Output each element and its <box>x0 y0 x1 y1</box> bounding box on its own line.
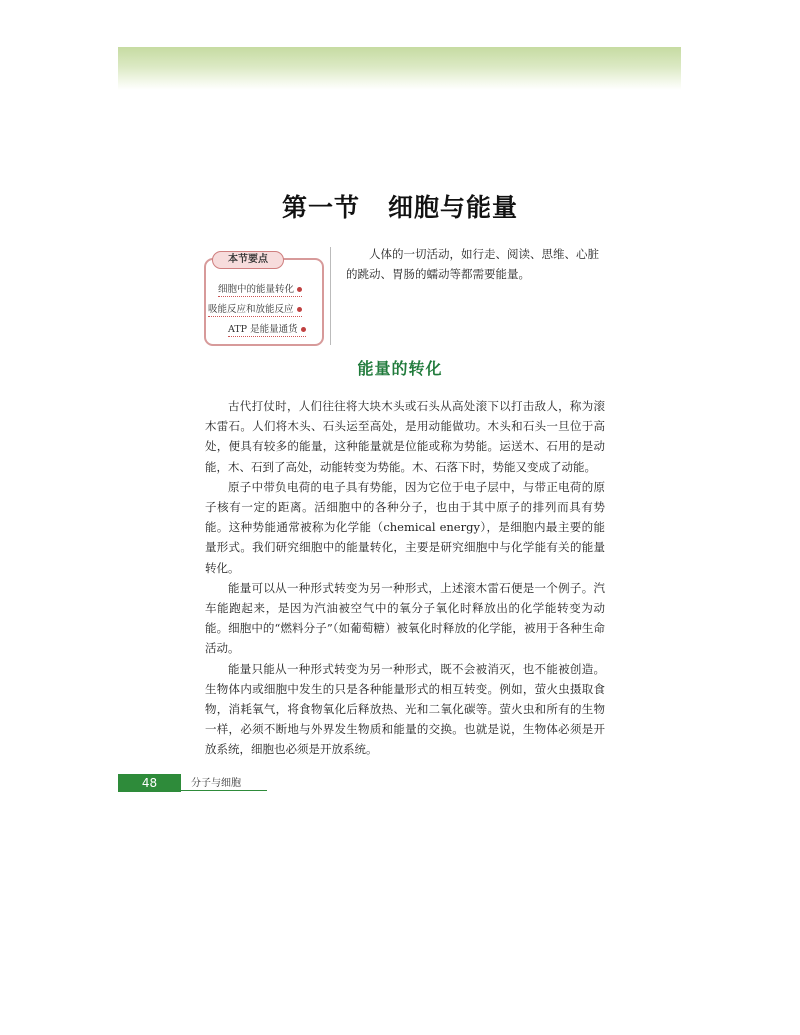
bullet-dot-icon <box>301 327 306 332</box>
paragraph: 能量可以从一种形式转变为另一种形式，上述滚木雷石便是一个例子。汽车能跑起来，是因为汽油被空气中的氧分子氧化时释放出的化学能转变为动能。细胞中的“燃料分子”（如葡萄糖）被氧化时释放的化学能，被用于各种生命活动。 <box>205 580 605 656</box>
header-band <box>118 47 681 90</box>
key-points-label: 本节要点 <box>212 251 284 269</box>
key-point-item: ATP 是能量通货 <box>228 321 306 337</box>
bullet-dot-icon <box>297 287 302 292</box>
intro-text: 人体的一切活动，如行走、阅读、思维、心脏的跳动、胃肠的蠕动等都需要能量。 <box>346 247 599 281</box>
paragraph: 能量只能从一种形式转变为另一种形式，既不会被消灭，也不能被创造。生物体内或细胞中发生的只是各种能量形式的相互转变。例如，萤火虫摄取食物，消耗氧气，将食物氧化后释放热、光和二氧化碳等。萤火虫和所有的生物一样，必须不断地与外界发生物质和能量的交换。也就是说，生物体必须是开放系统，细胞也必须是开放系统。 <box>205 661 605 757</box>
book-title: 分子与细胞 <box>191 778 241 789</box>
footer-rule <box>181 790 267 791</box>
key-point-item: 吸能反应和放能反应 <box>208 301 302 317</box>
paragraph: 原子中带负电荷的电子具有势能，因为它位于电子层中，与带正电荷的原子核有一定的距离。活细胞中的各种分子，也由于其中原子的排列而具有势能。这种势能通常被称为化学能（chemical energy），是细胞内最主要的能量形式。我们研究细胞中的能量转化，主要是研究细胞中与化学能有关的能量转化。 <box>205 479 605 575</box>
subheading: 能量的转化 <box>357 359 443 378</box>
page-number: 48 <box>118 774 181 792</box>
section-title <box>0 188 800 224</box>
body-text <box>205 396 605 760</box>
divider <box>330 247 331 345</box>
bullet-dot-icon <box>297 307 302 312</box>
section-name: 细胞与能量 <box>388 193 519 222</box>
key-point-item: 细胞中的能量转化 <box>218 281 302 297</box>
section-number: 第一节 <box>281 193 360 222</box>
paragraph: 古代打仗时，人们往往将大块木头或石头从高处滚下以打击敌人，称为滚木雷石。人们将木头、石头运至高处，是用动能做功。木头和石头一旦位于高处，便具有较多的能量，这种能量就是位能或称为势能。运送木、石用的是动能，木、石到了高处，动能转变为势能。木、石落下时，势能又变成了动能。 <box>205 399 605 474</box>
